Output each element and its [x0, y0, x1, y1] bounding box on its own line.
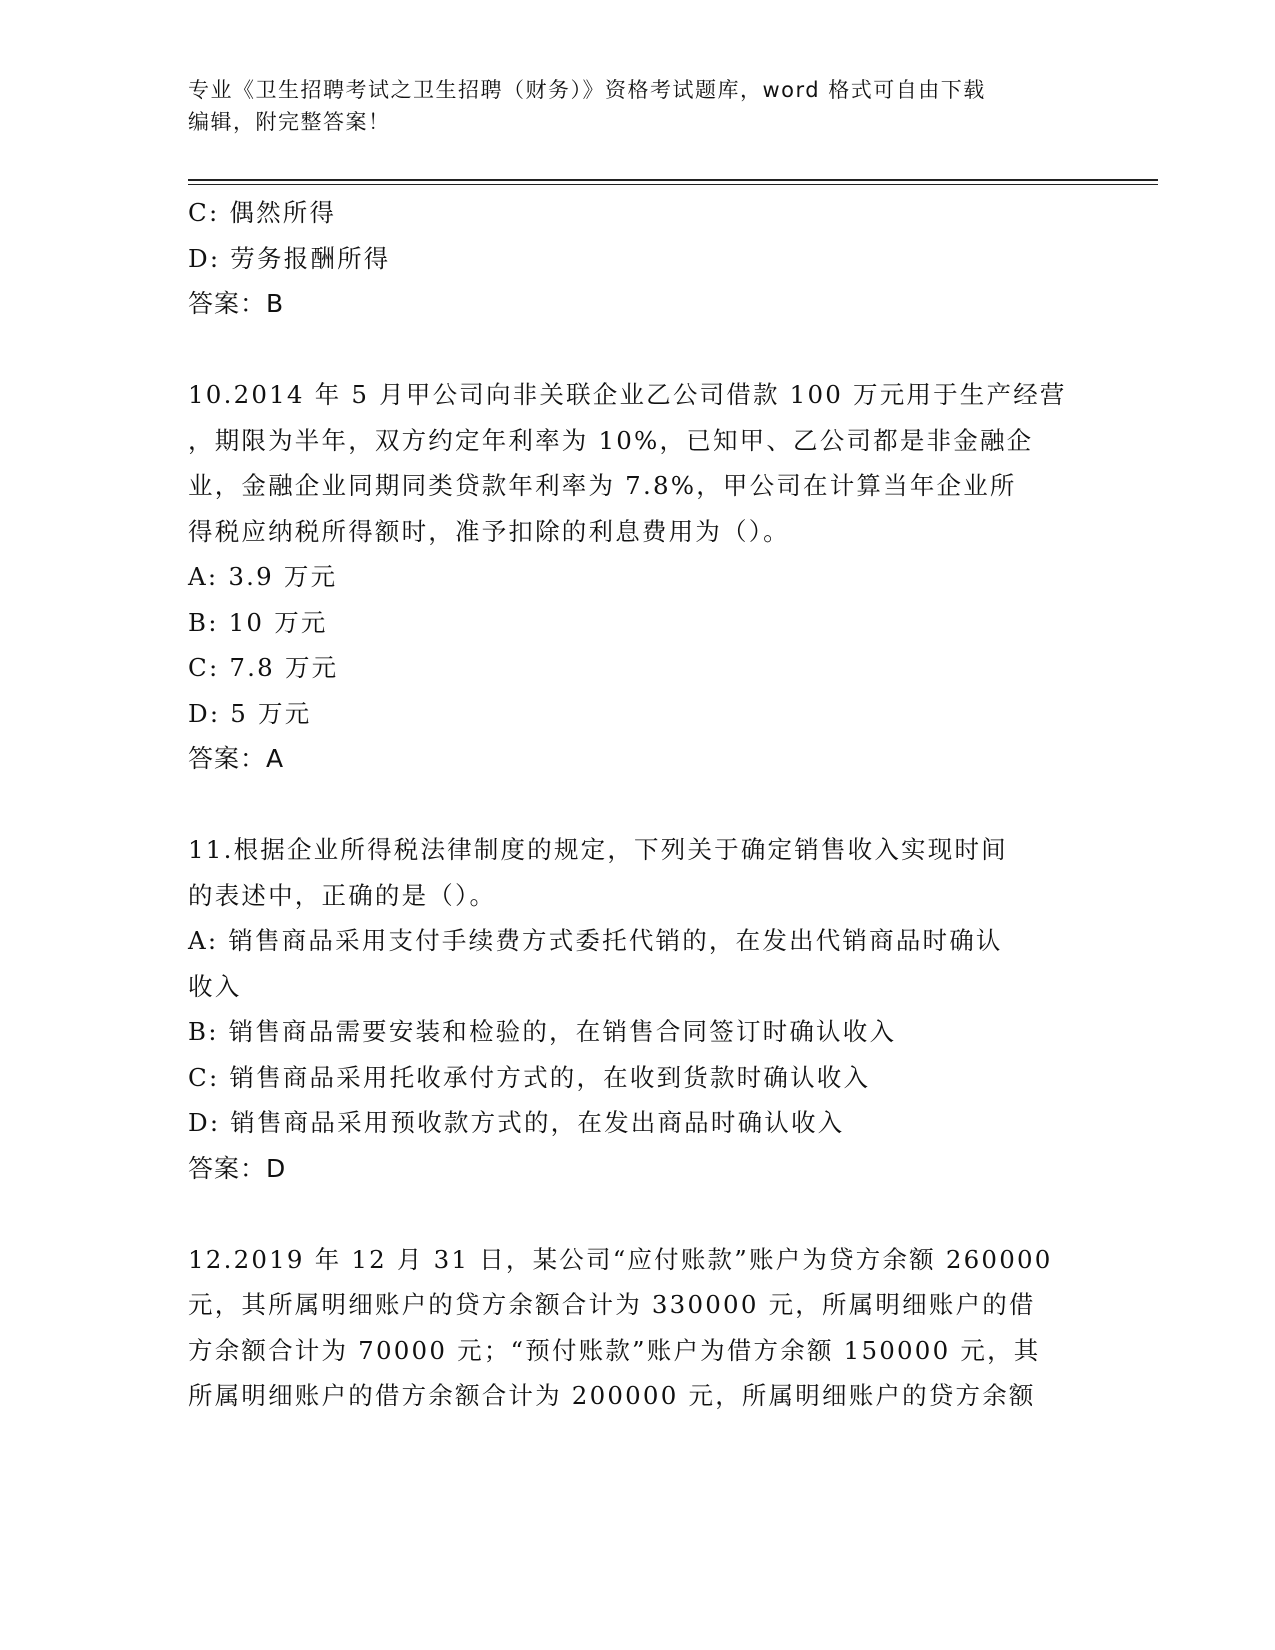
header-rule-top [188, 179, 1158, 181]
q10-option-a: A: 3.9 万元 [188, 562, 338, 591]
q10-stem-line: 得税应纳税所得额时，准予扣除的利息费用为（）。 [188, 516, 790, 546]
q11-option-b: B: 销售商品需要安装和检验的，在销售合同签订时确认收入 [188, 1017, 897, 1046]
q12-stem-line: 元，其所属明细账户的贷方余额合计为 330000 元，所属明细账户的借 [188, 1290, 1036, 1319]
q12-stem-line: 方余额合计为 70000 元；“预付账款”账户为借方余额 150000 元，其 [188, 1335, 1041, 1365]
q12-stem-line: 所属明细账户的借方余额合计为 200000 元，所属明细账户的贷方余额 [188, 1381, 1036, 1410]
document-body [188, 190, 1088, 1419]
q12-stem-line: 12.2019 年 12 月 31 日，某公司“应付账款”账户为贷方余额 260000 [188, 1244, 1053, 1274]
spacer [188, 782, 1088, 828]
q11-option-a-cont: 收入 [188, 971, 242, 1001]
q10-stem-line: 业，金融企业同期同类贷款年利率为 7.8%，甲公司在计算当年企业所 [188, 471, 1017, 500]
q10-answer: 答案：A [188, 744, 285, 773]
q10-option-d: D: 5 万元 [188, 698, 312, 728]
q10-option-c: C: 7.8 万元 [188, 653, 339, 682]
q10-stem-line: 10.2014 年 5 月甲公司向非关联企业乙公司借款 100 万元用于生产经营 [188, 380, 1067, 409]
q11-option-a: A: 销售商品采用支付手续费方式委托代销的，在发出代销商品时确认 [188, 926, 1003, 955]
spacer [188, 1191, 1088, 1237]
q11-stem-line: 11.根据企业所得税法律制度的规定，下列关于确定销售收入实现时间 [188, 835, 1008, 864]
q11-option-d: D: 销售商品采用预收款方式的，在发出商品时确认收入 [188, 1108, 845, 1137]
spacer [188, 327, 1088, 373]
q10-stem-line: ，期限为半年，双方约定年利率为 10%，已知甲、乙公司都是非金融企 [188, 425, 1034, 455]
q10-option-b: B: 10 万元 [188, 607, 328, 637]
q11-stem-line: 的表述中，正确的是（）。 [188, 880, 497, 910]
q11-answer: 答案：D [188, 1153, 287, 1183]
document-header: 专业《卫生招聘考试之卫生招聘（财务）》资格考试题库，word 格式可自由下载 编辑，附完整答案！ [188, 78, 986, 134]
q9-answer: 答案：B [188, 289, 285, 318]
q9-option-d: D: 劳务报酬所得 [188, 243, 391, 273]
q9-option-c: C: 偶然所得 [188, 198, 337, 227]
q11-option-c: C: 销售商品采用托收承付方式的，在收到货款时确认收入 [188, 1062, 871, 1092]
header-rule-bottom [188, 184, 1158, 185]
